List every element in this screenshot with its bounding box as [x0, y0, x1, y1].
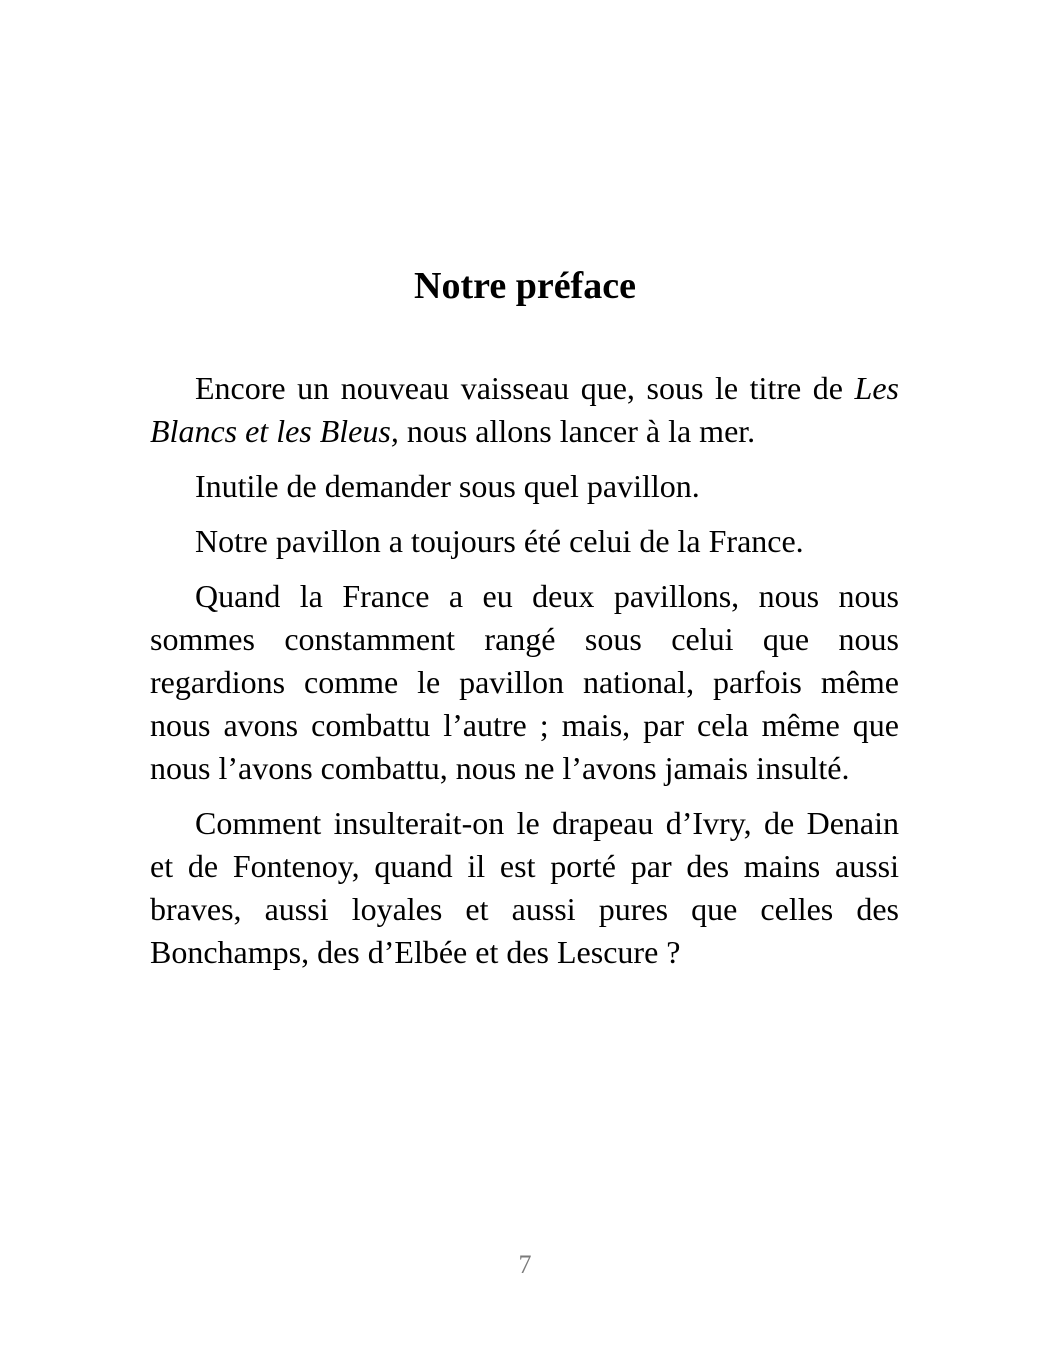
paragraph-3: Notre pavillon a toujours été celui de la France. [195, 523, 804, 559]
page-title: Notre préface [414, 265, 636, 307]
book-title-italic: Les Blancs et les Bleus, [150, 370, 899, 449]
paragraph-1-text-start: Encore un nouveau vaisseau que, sous le titre de [195, 370, 855, 406]
paragraph-5: Comment insulterait-on le drapeau d’Ivry, de Denain et de Fontenoy, quand il est porté par des mains aussi braves, aussi loyales et aussi pures que celles des Bonchamps, des d’Elbée et des Lescure ? [150, 805, 899, 970]
preface-body [150, 367, 899, 986]
page-number: 7 [518, 1250, 532, 1279]
paragraph-2: Inutile de demander sous quel pavillon. [195, 468, 700, 504]
paragraph-4: Quand la France a eu deux pavillons, nous nous sommes constamment rangé sous celui que nous regardions comme le pavillon national, parfois même nous avons combattu l’autre ; mais, par cela même que nous l’avons combattu, nous ne l’avons jamais insulté. [150, 578, 899, 786]
paragraph-1-text-end: nous allons lancer à la mer. [398, 413, 756, 449]
paragraph-1 [150, 367, 899, 453]
